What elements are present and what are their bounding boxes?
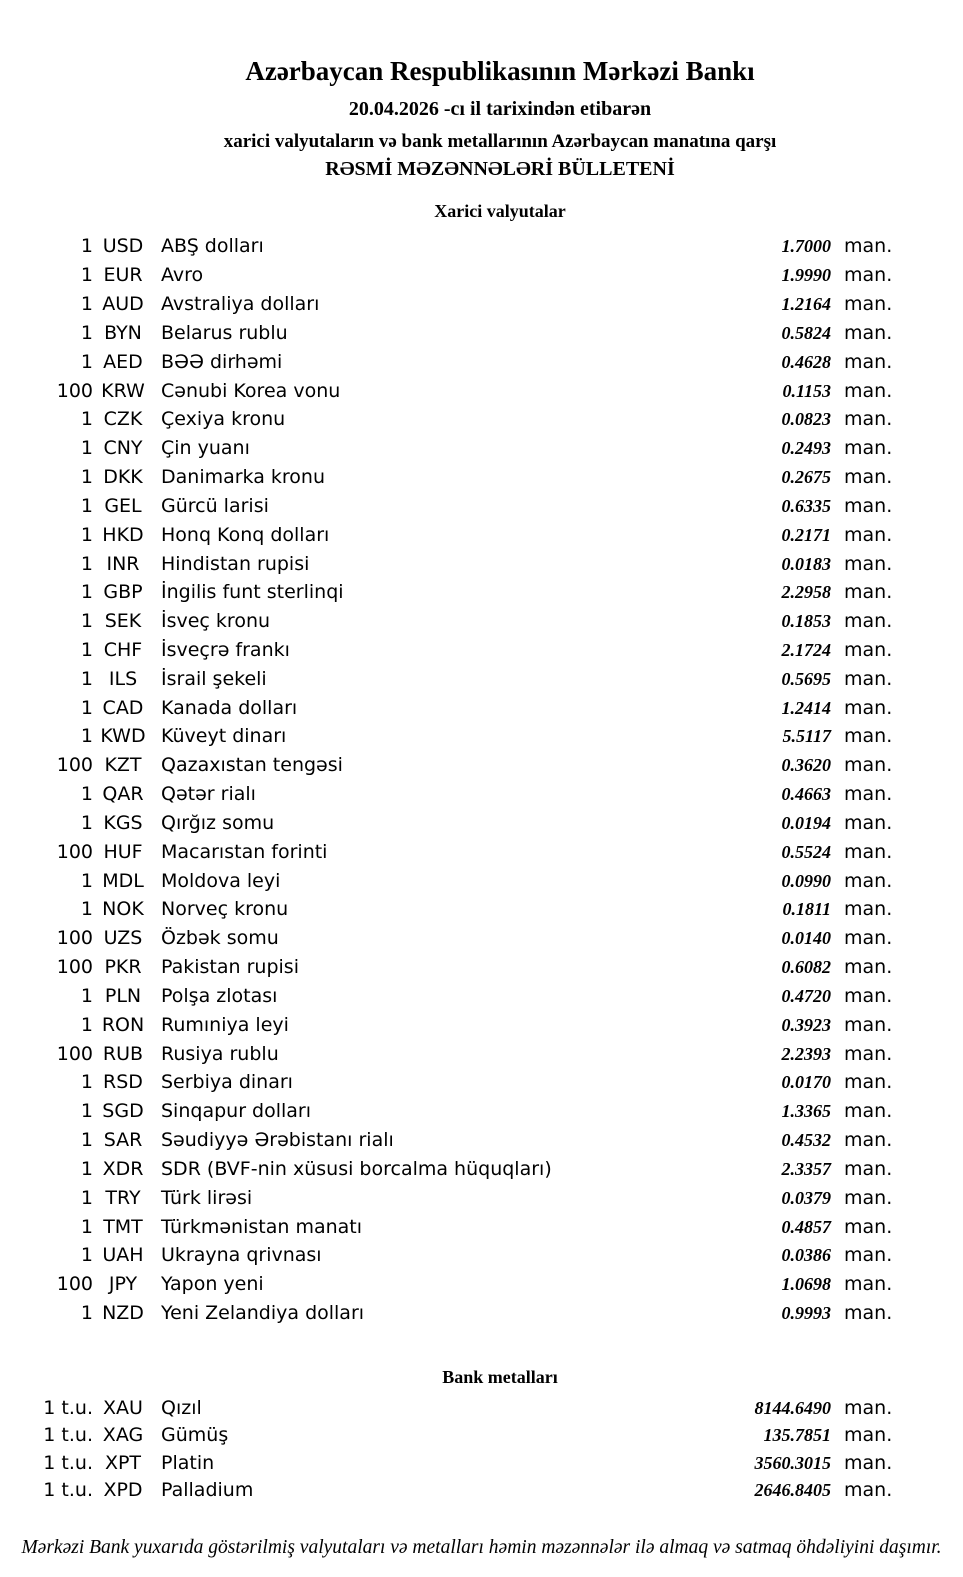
row-quantity: 1 — [80, 696, 93, 719]
row-quantity: 1 — [80, 1071, 93, 1094]
rate-row — [37, 1014, 897, 1043]
row-rate-value: 5.5117 — [782, 726, 831, 747]
currencies-section — [0, 201, 963, 1330]
row-rate-value: 2.2958 — [781, 582, 831, 603]
row-quantity: 1 — [80, 264, 93, 287]
row-currency-code: PKR — [104, 956, 142, 979]
row-rate-value: 0.6082 — [781, 957, 831, 978]
rate-row — [37, 1273, 897, 1302]
row-currency-code: XDR — [102, 1157, 144, 1180]
row-rate-value: 0.4532 — [781, 1130, 831, 1151]
row-currency-name: Qazaxıstan tengəsi — [161, 754, 343, 777]
row-unit-label: man. — [844, 1100, 893, 1123]
currencies-table — [37, 235, 897, 1330]
metals-table — [37, 1397, 897, 1507]
row-unit-label: man. — [844, 1273, 893, 1296]
rate-row — [37, 1216, 897, 1245]
rate-row — [37, 725, 897, 754]
row-currency-code: XAU — [103, 1396, 143, 1419]
row-currency-code: MDL — [102, 869, 144, 892]
row-rate-value: 3560.3015 — [754, 1452, 831, 1473]
row-quantity: 1 — [80, 638, 93, 661]
row-quantity: 1 — [80, 523, 93, 546]
row-unit-label: man. — [844, 754, 893, 777]
rate-row — [37, 553, 897, 582]
row-rate-value: 0.0183 — [781, 553, 831, 574]
row-rate-value: 0.4857 — [781, 1216, 831, 1237]
rate-row — [37, 437, 897, 466]
row-rate-value: 0.1811 — [782, 899, 831, 920]
row-quantity: 1 — [80, 293, 93, 316]
row-unit-label: man. — [844, 869, 893, 892]
row-currency-code: HKD — [102, 523, 144, 546]
row-unit-label: man. — [844, 350, 893, 373]
rate-row — [37, 639, 897, 668]
row-currency-name: Gürcü larisi — [161, 494, 269, 517]
row-currency-code: TMT — [103, 1215, 143, 1238]
row-unit-label: man. — [844, 811, 893, 834]
row-currency-name: Kanada dolları — [161, 696, 298, 719]
row-quantity: 1 — [80, 898, 93, 921]
row-currency-name: Honq Konq dolları — [161, 523, 330, 546]
row-rate-value: 0.9993 — [781, 1303, 831, 1324]
rate-row — [37, 380, 897, 409]
rate-row — [37, 1100, 897, 1129]
row-rate-value: 2646.8405 — [754, 1480, 831, 1501]
row-unit-label: man. — [844, 1479, 893, 1502]
rate-row — [37, 495, 897, 524]
row-currency-name: İngilis funt sterlinqi — [161, 581, 344, 604]
row-currency-name: Avstraliya dolları — [161, 293, 320, 316]
row-quantity: 1 — [80, 725, 93, 748]
rate-row — [37, 1158, 897, 1187]
row-currency-name: Moldova leyi — [161, 869, 281, 892]
row-currency-code: CZK — [103, 408, 143, 431]
row-unit-label: man. — [844, 898, 893, 921]
row-currency-name: Belarus rublu — [161, 321, 288, 344]
row-unit-label: man. — [844, 610, 893, 633]
rate-row — [37, 322, 897, 351]
row-quantity: 1 — [80, 610, 93, 633]
rate-row — [37, 264, 897, 293]
row-quantity: 1 t.u. — [43, 1479, 93, 1502]
row-quantity: 1 — [80, 811, 93, 834]
row-currency-code: USD — [102, 235, 144, 258]
rate-row — [37, 235, 897, 264]
row-quantity: 1 — [80, 1215, 93, 1238]
row-currency-code: INR — [106, 552, 140, 575]
row-currency-code: GEL — [104, 494, 142, 517]
row-currency-name: Türkmənistan manatı — [161, 1215, 363, 1238]
row-unit-label: man. — [844, 408, 893, 431]
row-quantity: 100 — [56, 927, 93, 950]
row-quantity: 1 — [80, 321, 93, 344]
row-rate-value: 0.5695 — [781, 668, 831, 689]
row-currency-code: BYN — [104, 321, 142, 344]
row-currency-name: Avro — [161, 264, 204, 287]
row-currency-name: Çexiya kronu — [161, 408, 286, 431]
row-quantity: 1 — [80, 984, 93, 1007]
row-currency-name: İsveçrə frankı — [161, 638, 290, 661]
row-currency-name: Qırğız somu — [161, 811, 275, 834]
row-rate-value: 8144.6490 — [754, 1397, 831, 1418]
row-unit-label: man. — [844, 1186, 893, 1209]
row-currency-code: NOK — [102, 898, 144, 921]
row-rate-value: 0.5524 — [781, 841, 831, 862]
rate-row — [37, 783, 897, 812]
row-unit-label: man. — [844, 696, 893, 719]
rate-row — [37, 870, 897, 899]
row-currency-name: Hindistan rupisi — [161, 552, 310, 575]
row-unit-label: man. — [844, 840, 893, 863]
row-rate-value: 0.0379 — [781, 1187, 831, 1208]
bulletin-subtitle: xarici valyutaların və bank metallarının Azərbaycan manatına qarşı — [223, 131, 777, 153]
row-currency-name: Küveyt dinarı — [161, 725, 287, 748]
row-currency-code: RUB — [102, 1042, 144, 1065]
row-quantity: 1 t.u. — [43, 1424, 93, 1447]
row-currency-code: DKK — [103, 466, 143, 489]
row-quantity: 1 — [80, 1244, 93, 1267]
row-currency-name: Qızıl — [161, 1396, 202, 1419]
document-footer — [0, 1537, 963, 1559]
row-unit-label: man. — [844, 523, 893, 546]
row-rate-value: 1.7000 — [781, 236, 831, 257]
row-currency-code: QAR — [102, 783, 144, 806]
currencies-section-title: Xarici valyutalar — [434, 201, 566, 222]
row-currency-code: HUF — [103, 840, 143, 863]
row-currency-name: Qətər rialı — [161, 783, 256, 806]
row-quantity: 1 — [80, 783, 93, 806]
row-unit-label: man. — [844, 1302, 893, 1325]
row-unit-label: man. — [844, 1424, 893, 1447]
row-quantity: 1 — [80, 350, 93, 373]
row-unit-label: man. — [844, 783, 893, 806]
row-currency-code: JPY — [108, 1273, 138, 1296]
row-quantity: 1 — [80, 552, 93, 575]
row-unit-label: man. — [844, 581, 893, 604]
row-currency-code: SAR — [103, 1129, 143, 1152]
row-currency-code: UAH — [102, 1244, 144, 1267]
row-quantity: 1 — [80, 1100, 93, 1123]
row-unit-label: man. — [844, 1451, 893, 1474]
rate-row — [37, 956, 897, 985]
row-unit-label: man. — [844, 321, 893, 344]
row-unit-label: man. — [844, 264, 893, 287]
row-rate-value: 1.3365 — [781, 1101, 831, 1122]
row-rate-value: 0.0170 — [781, 1072, 831, 1093]
row-quantity: 1 — [80, 869, 93, 892]
row-currency-code: CNY — [103, 437, 143, 460]
row-currency-name: Pakistan rupisi — [161, 956, 299, 979]
rate-row — [37, 466, 897, 495]
rate-row — [37, 1043, 897, 1072]
row-currency-code: ILS — [108, 667, 138, 690]
rate-row — [37, 985, 897, 1014]
row-unit-label: man. — [844, 1013, 893, 1036]
row-rate-value: 135.7851 — [763, 1425, 831, 1446]
rate-row — [37, 408, 897, 437]
row-quantity: 1 — [80, 466, 93, 489]
row-quantity: 1 t.u. — [43, 1396, 93, 1419]
row-quantity: 1 — [80, 1013, 93, 1036]
row-currency-code: KGS — [103, 811, 143, 834]
row-quantity: 1 — [80, 1302, 93, 1325]
row-rate-value: 1.0698 — [781, 1274, 831, 1295]
row-currency-name: Türk lirəsi — [161, 1186, 253, 1209]
row-currency-code: EUR — [103, 264, 143, 287]
row-rate-value: 0.0990 — [781, 870, 831, 891]
row-rate-value: 0.3620 — [781, 755, 831, 776]
disclaimer-note: Mərkəzi Bank yuxarıda göstərilmiş valyutaları və metalları həmin məzənnələr ilə almaq və satmaq öhdəliyini daşımır. — [21, 1536, 942, 1558]
row-quantity: 100 — [56, 1273, 93, 1296]
rate-row — [37, 812, 897, 841]
bulletin-title: RƏSMİ MƏZƏNNƏLƏRİ BÜLLETENİ — [325, 158, 675, 181]
row-unit-label: man. — [844, 1244, 893, 1267]
effective-date: 20.04.2026 -cı il tarixindən etibarən — [348, 98, 652, 121]
row-rate-value: 1.2164 — [781, 294, 831, 315]
row-currency-name: Yeni Zelandiya dolları — [161, 1302, 365, 1325]
row-currency-name: Səudiyyə Ərəbistanı rialı — [161, 1129, 394, 1152]
row-rate-value: 0.0386 — [781, 1245, 831, 1266]
rate-row — [37, 1479, 897, 1507]
row-currency-code: AUD — [102, 293, 144, 316]
row-rate-value: 0.4663 — [781, 784, 831, 805]
row-unit-label: man. — [844, 1129, 893, 1152]
row-currency-code: KWD — [100, 725, 146, 748]
row-unit-label: man. — [844, 437, 893, 460]
rate-row — [37, 1302, 897, 1331]
row-quantity: 100 — [56, 754, 93, 777]
rate-row — [37, 581, 897, 610]
row-currency-name: Rusiya rublu — [161, 1042, 279, 1065]
row-quantity: 1 — [80, 1186, 93, 1209]
row-rate-value: 0.1853 — [781, 611, 831, 632]
row-rate-value: 0.3923 — [781, 1014, 831, 1035]
rate-row — [37, 610, 897, 639]
row-currency-code: GBP — [103, 581, 143, 604]
row-currency-code: KZT — [104, 754, 142, 777]
rate-row — [37, 524, 897, 553]
row-quantity: 100 — [56, 956, 93, 979]
row-currency-code: UZS — [103, 927, 143, 950]
row-rate-value: 0.4628 — [781, 351, 831, 372]
row-currency-name: İsrail şekeli — [161, 667, 267, 690]
row-rate-value: 0.4720 — [781, 985, 831, 1006]
row-currency-code: RON — [101, 1013, 145, 1036]
row-unit-label: man. — [844, 235, 893, 258]
row-quantity: 100 — [56, 379, 93, 402]
rate-row — [37, 697, 897, 726]
rate-row — [37, 754, 897, 783]
metals-section — [0, 1367, 963, 1507]
row-rate-value: 2.3357 — [781, 1158, 831, 1179]
rate-row — [37, 1452, 897, 1480]
rate-row — [37, 1397, 897, 1425]
metals-section-title: Bank metalları — [442, 1366, 558, 1387]
row-quantity: 1 — [80, 494, 93, 517]
rate-row — [37, 293, 897, 322]
row-unit-label: man. — [844, 667, 893, 690]
bank-name-title: Azərbaycan Respublikasının Mərkəzi Bankı — [245, 56, 755, 86]
row-currency-name: Rumıniya leyi — [161, 1013, 289, 1036]
row-quantity: 100 — [56, 840, 93, 863]
row-currency-name: Macarıstan forinti — [161, 840, 328, 863]
row-rate-value: 1.2414 — [781, 697, 831, 718]
row-rate-value: 0.2493 — [781, 438, 831, 459]
row-currency-code: NZD — [102, 1302, 144, 1325]
row-currency-name: Sinqapur dolları — [161, 1100, 312, 1123]
row-quantity: 100 — [56, 1042, 93, 1065]
row-rate-value: 2.2393 — [781, 1043, 831, 1064]
row-currency-name: BƏƏ dirhəmi — [161, 350, 283, 373]
row-rate-value: 0.6335 — [781, 495, 831, 516]
row-currency-code: RSD — [103, 1071, 143, 1094]
row-currency-code: XAG — [102, 1424, 144, 1447]
row-currency-name: Özbək somu — [161, 927, 279, 950]
row-unit-label: man. — [844, 638, 893, 661]
row-unit-label: man. — [844, 552, 893, 575]
row-quantity: 1 — [80, 408, 93, 431]
row-currency-name: Serbiya dinarı — [161, 1071, 293, 1094]
row-currency-name: Danimarka kronu — [161, 466, 326, 489]
row-unit-label: man. — [844, 725, 893, 748]
row-rate-value: 1.9990 — [781, 265, 831, 286]
rate-row — [37, 351, 897, 380]
row-currency-name: Cənubi Korea vonu — [161, 379, 341, 402]
row-currency-name: Norveç kronu — [161, 898, 289, 921]
row-unit-label: man. — [844, 1071, 893, 1094]
row-currency-code: TRY — [105, 1186, 141, 1209]
row-unit-label: man. — [844, 293, 893, 316]
row-unit-label: man. — [844, 1215, 893, 1238]
row-unit-label: man. — [844, 1396, 893, 1419]
rate-row — [37, 668, 897, 697]
row-currency-name: İsveç kronu — [161, 610, 271, 633]
row-rate-value: 2.1724 — [781, 639, 831, 660]
row-currency-name: ABŞ dolları — [161, 235, 264, 258]
row-rate-value: 0.2675 — [781, 467, 831, 488]
row-rate-value: 0.0823 — [781, 409, 831, 430]
row-unit-label: man. — [844, 927, 893, 950]
row-rate-value: 0.2171 — [781, 524, 831, 545]
rate-row — [37, 898, 897, 927]
rate-row — [37, 841, 897, 870]
row-quantity: 1 — [80, 1157, 93, 1180]
row-unit-label: man. — [844, 1157, 893, 1180]
row-currency-code: AED — [103, 350, 143, 373]
row-rate-value: 0.0140 — [781, 928, 831, 949]
row-currency-code: SGD — [102, 1100, 144, 1123]
row-currency-code: XPD — [103, 1479, 143, 1502]
row-currency-code: SEK — [104, 610, 142, 633]
rate-row — [37, 1424, 897, 1452]
rate-row — [37, 1187, 897, 1216]
row-currency-name: SDR (BVF-nin xüsusi borcalma hüquqları) — [161, 1157, 552, 1180]
row-quantity: 1 — [80, 235, 93, 258]
document-header — [37, 0, 963, 181]
row-quantity: 1 — [80, 581, 93, 604]
row-currency-name: Platin — [161, 1451, 215, 1474]
row-unit-label: man. — [844, 956, 893, 979]
row-currency-code: KRW — [101, 379, 145, 402]
row-currency-name: Yapon yeni — [161, 1273, 264, 1296]
row-unit-label: man. — [844, 984, 893, 1007]
row-currency-name: Ukrayna qrivnası — [161, 1244, 322, 1267]
row-unit-label: man. — [844, 1042, 893, 1065]
row-currency-code: XPT — [104, 1451, 142, 1474]
row-rate-value: 0.0194 — [781, 812, 831, 833]
row-rate-value: 0.5824 — [781, 322, 831, 343]
row-currency-name: Çin yuanı — [161, 437, 250, 460]
rate-row — [37, 1071, 897, 1100]
row-currency-name: Polşa zlotası — [161, 984, 278, 1007]
rate-row — [37, 1129, 897, 1158]
row-quantity: 1 — [80, 1129, 93, 1152]
row-currency-code: PLN — [104, 984, 142, 1007]
row-quantity: 1 — [80, 667, 93, 690]
row-rate-value: 0.1153 — [782, 380, 831, 401]
row-currency-code: CAD — [102, 696, 144, 719]
row-currency-name: Palladium — [161, 1479, 254, 1502]
row-unit-label: man. — [844, 466, 893, 489]
row-currency-code: CHF — [103, 638, 143, 661]
row-unit-label: man. — [844, 494, 893, 517]
row-currency-name: Gümüş — [161, 1424, 229, 1447]
row-quantity: 1 — [80, 437, 93, 460]
row-quantity: 1 t.u. — [43, 1451, 93, 1474]
rate-row — [37, 1244, 897, 1273]
row-unit-label: man. — [844, 379, 893, 402]
rate-row — [37, 927, 897, 956]
